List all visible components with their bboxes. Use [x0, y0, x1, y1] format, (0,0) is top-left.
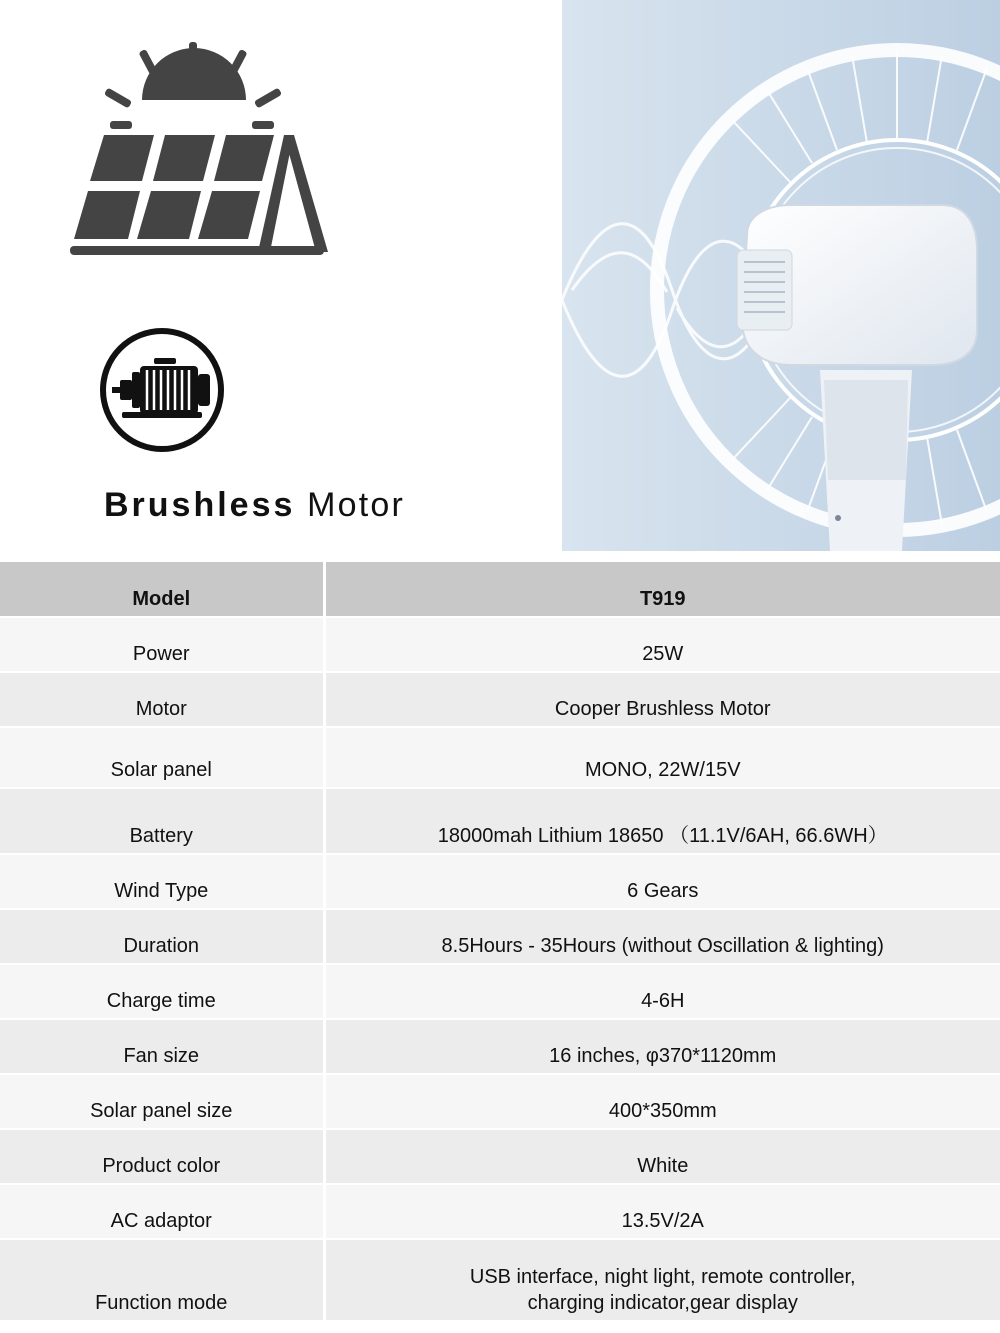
row-label: Charge time [0, 964, 324, 1019]
table-row [0, 909, 1000, 964]
header-label: Model [0, 562, 324, 617]
row-label: Motor [0, 672, 324, 727]
row-value: 25W [324, 617, 1000, 672]
row-value: 13.5V/2A [324, 1184, 1000, 1239]
row-value-line-2: charging indicator,gear display [527, 1292, 798, 1314]
row-label: Wind Type [0, 854, 324, 909]
row-label: Power [0, 617, 324, 672]
row-value: White [324, 1129, 1000, 1184]
row-label: Duration [0, 909, 324, 964]
table-header-row [0, 562, 1000, 617]
fan-head-image [562, 0, 1000, 551]
row-value-line-1: USB interface, night light, remote controller, [469, 1266, 856, 1288]
solar-panel-icon [62, 36, 342, 268]
row-label: Solar panel [0, 727, 324, 788]
row-label: Battery [0, 788, 324, 854]
row-value [324, 1239, 1000, 1321]
table-row [0, 788, 1000, 854]
row-value: 16 inches, φ370*1120mm [324, 1019, 1000, 1074]
row-value: 400*350mm [324, 1074, 1000, 1129]
row-value: 8.5Hours - 35Hours (without Oscillation & lighting) [324, 909, 1000, 964]
row-label: Solar panel size [0, 1074, 324, 1129]
table-row [0, 1074, 1000, 1129]
table-row [0, 727, 1000, 788]
feature-section [0, 0, 1000, 556]
row-label: Fan size [0, 1019, 324, 1074]
row-value: 18000mah Lithium 18650 （11.1V/6AH, 66.6WH） [324, 788, 1000, 854]
table-row [0, 617, 1000, 672]
feature-title-rest: Motor [307, 486, 405, 524]
feature-title [104, 486, 405, 525]
row-label: Product color [0, 1129, 324, 1184]
row-value: MONO, 22W/15V [324, 727, 1000, 788]
row-label: Function mode [0, 1239, 324, 1321]
row-value: 4-6H [324, 964, 1000, 1019]
table-row [0, 1239, 1000, 1321]
table-row [0, 854, 1000, 909]
spec-table [0, 562, 1000, 1322]
table-row [0, 1184, 1000, 1239]
row-value: 6 Gears [324, 854, 1000, 909]
table-row [0, 964, 1000, 1019]
row-label: AC adaptor [0, 1184, 324, 1239]
motor-icon [98, 326, 226, 454]
table-row [0, 672, 1000, 727]
row-value: Cooper Brushless Motor [324, 672, 1000, 727]
table-row [0, 1019, 1000, 1074]
header-value: T919 [324, 562, 1000, 617]
feature-title-bold: Brushless [104, 486, 296, 524]
table-row [0, 1129, 1000, 1184]
